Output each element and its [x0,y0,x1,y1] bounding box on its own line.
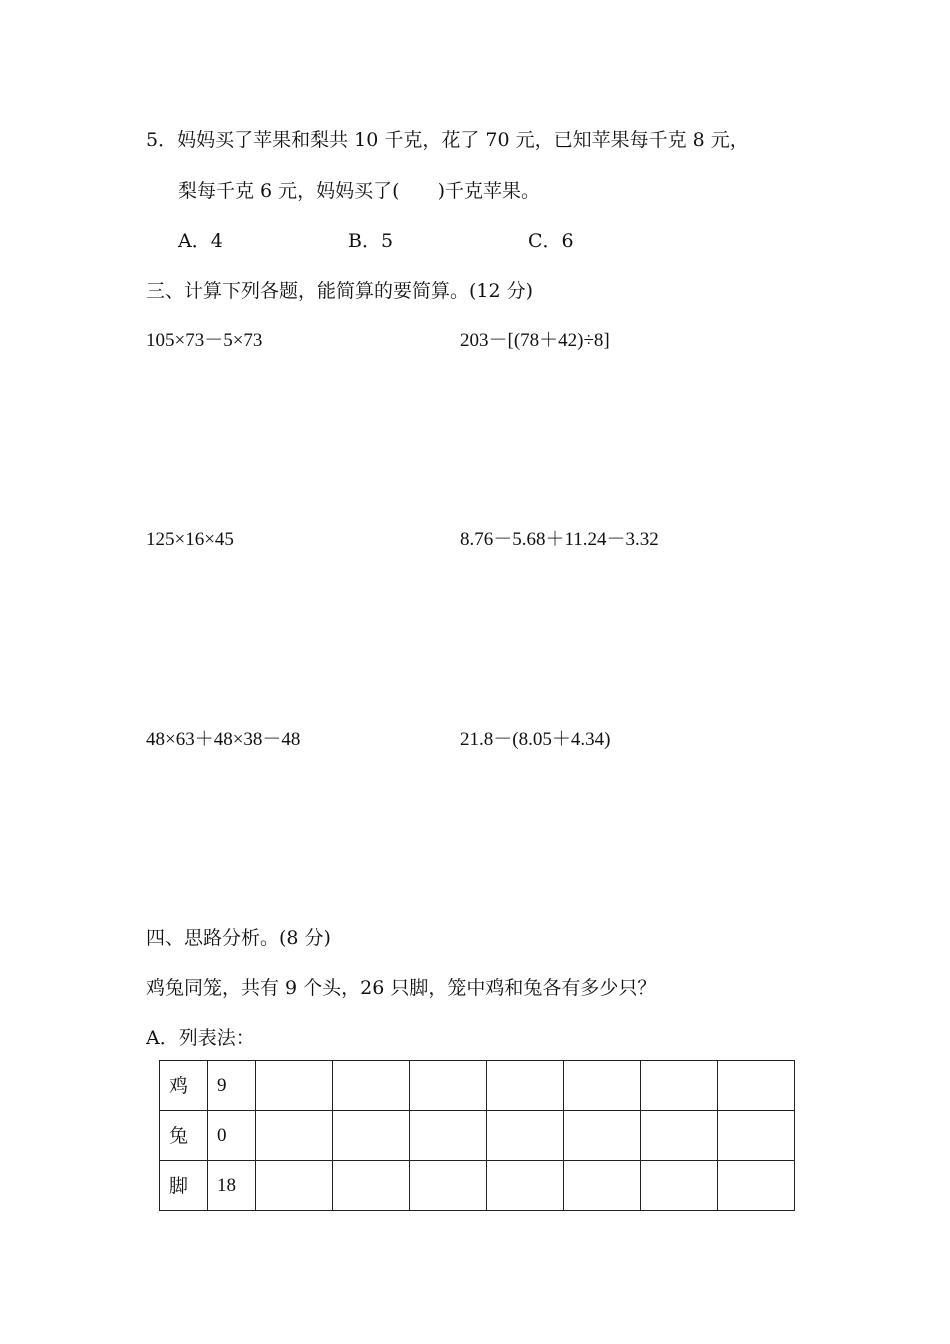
blank-cell [487,1161,564,1211]
blank-cell [641,1111,718,1161]
option-a: A．4 [178,230,223,252]
blank-cell [564,1061,641,1111]
blank-cell [718,1061,795,1111]
calc-problem-6: 21.8－(8.05＋4.34) [460,729,611,750]
calc-problem-5: 48×63＋48×38－48 [146,729,301,750]
question-5-line-1: 5．妈妈买了苹果和梨共 10 千克，花了 70 元，已知苹果每千克 8 元， [146,129,749,151]
row-first-value: 18 [208,1161,256,1211]
blank-cell [256,1161,333,1211]
row-first-value: 9 [208,1061,256,1111]
blank-cell [718,1161,795,1211]
calc-problem-1: 105×73－5×73 [146,330,263,351]
section-4-method: A．列表法： [146,1027,255,1049]
question-5-line-2: 梨每千克 6 元，妈妈买了( )千克苹果。 [178,180,540,202]
blank-cell [641,1061,718,1111]
blank-cell [410,1111,487,1161]
option-c: C．6 [528,230,574,252]
table-row [160,1111,795,1161]
blank-cell [410,1061,487,1111]
row-label: 兔 [160,1111,208,1161]
section-4-heading: 四、思路分析。(8 分) [146,927,331,949]
row-first-value: 0 [208,1111,256,1161]
row-label: 脚 [160,1161,208,1211]
blank-cell [564,1161,641,1211]
table-row [160,1061,795,1111]
row-label: 鸡 [160,1061,208,1111]
blank-cell [718,1111,795,1161]
blank-cell [333,1111,410,1161]
answer-table [159,1060,795,1211]
blank-cell [333,1161,410,1211]
table-row [160,1161,795,1211]
option-b: B．5 [348,230,394,252]
calc-problem-2: 203－[(78＋42)÷8] [460,330,610,351]
blank-cell [564,1111,641,1161]
blank-cell [487,1061,564,1111]
calc-problem-3: 125×16×45 [146,529,234,550]
blank-cell [410,1161,487,1211]
blank-cell [333,1061,410,1111]
section-4-problem: 鸡兔同笼，共有 9 个头，26 只脚，笼中鸡和兔各有多少只？ [146,977,657,999]
blank-cell [256,1061,333,1111]
blank-cell [256,1111,333,1161]
blank-cell [487,1111,564,1161]
blank-cell [641,1161,718,1211]
section-3-heading: 三、计算下列各题，能简算的要简算。(12 分) [146,280,534,302]
calc-problem-4: 8.76－5.68＋11.24－3.32 [460,529,659,550]
